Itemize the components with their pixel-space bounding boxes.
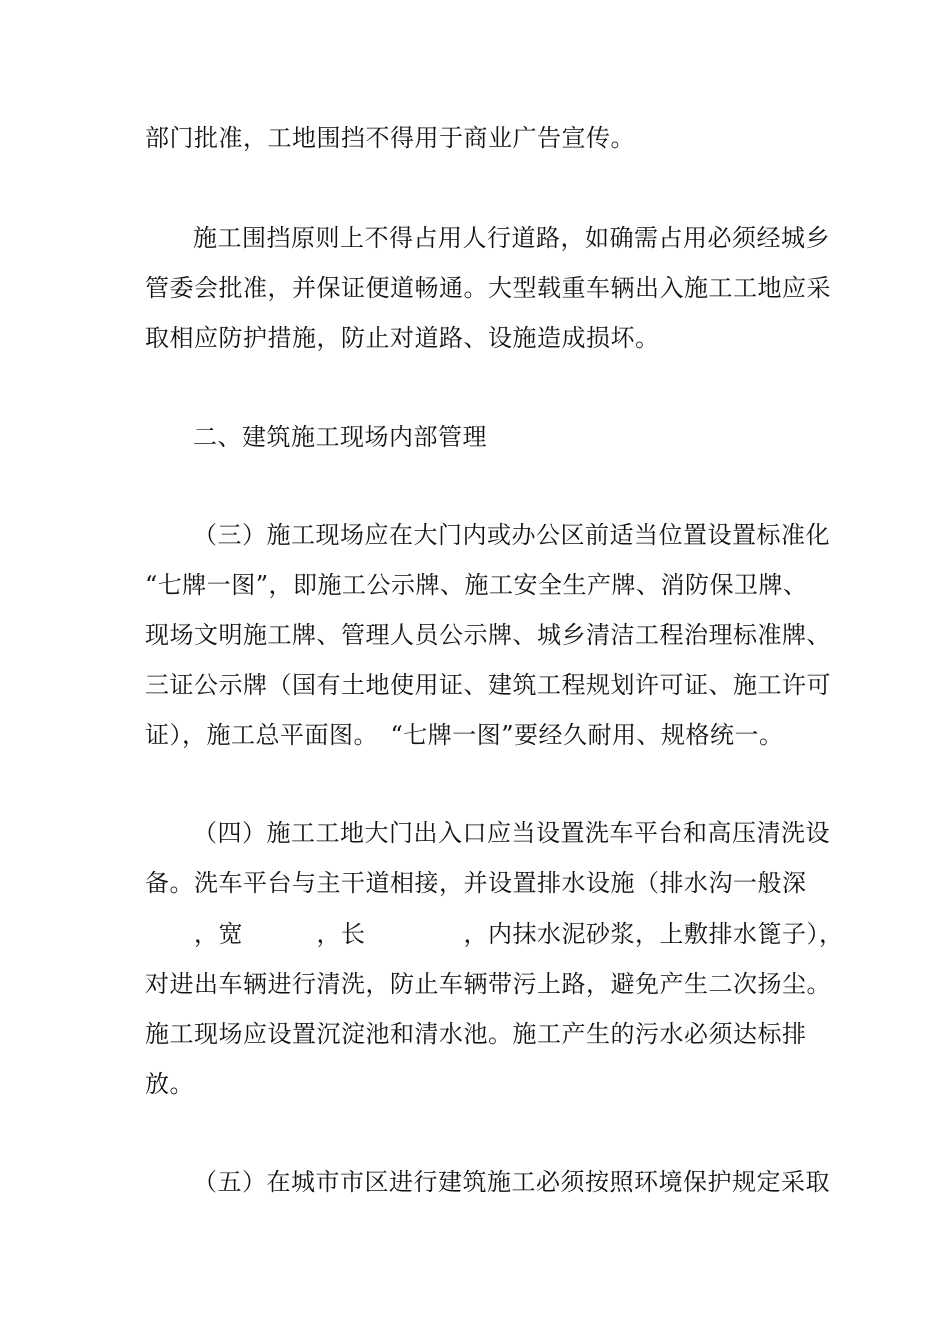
paragraph-2-line-2: 管委会批准，并保证便道畅通。大型载重车辆出入施工工地应采 (145, 274, 831, 302)
paragraph-4-line-3: ，宽 ，长 ，内抹水泥砂浆，上敷排水篦子）， (145, 920, 844, 948)
paragraph-2-line-1: 施工围挡原则上不得占用人行道路，如确需占用必须经城乡 (193, 224, 830, 252)
paragraph-4-line-5: 施工现场应设置沉淀池和清水池。施工产生的污水必须达标排 (145, 1020, 807, 1048)
paragraph-5-line-1: （五）在城市市区进行建筑施工必须按照环境保护规定采取 (193, 1168, 830, 1196)
paragraph-4-line-4: 对进出车辆进行清洗，防止车辆带污上路，避免产生二次扬尘。 (145, 970, 831, 998)
paragraph-4-line-2: 备。洗车平台与主干道相接，并设置排水设施（排水沟一般深 (145, 869, 807, 897)
paragraph-1-line-1: 部门批准，工地围挡不得用于商业广告宣传。 (145, 124, 635, 152)
paragraph-4-line-1: （四）施工工地大门出入口应当设置洗车平台和高压清洗设 (193, 819, 830, 847)
paragraph-4-line-6: 放。 (145, 1070, 194, 1098)
paragraph-3-line-5: 证），施工总平面图。 “七牌一图”要经久耐用、规格统一。 (145, 721, 784, 749)
paragraph-3-line-3: 现场文明施工牌、管理人员公示牌、城乡清洁工程治理标准牌、 (145, 621, 831, 649)
paragraph-3-line-4: 三证公示牌（国有土地使用证、建筑工程规划许可证、施工许可 (145, 671, 831, 699)
section-heading: 二、建筑施工现场内部管理 (193, 423, 487, 451)
paragraph-3-line-2: “七牌一图”，即施工公示牌、施工安全生产牌、消防保卫牌、 (145, 571, 808, 599)
paragraph-2-line-3: 取相应防护措施，防止对道路、设施造成损坏。 (145, 324, 660, 352)
paragraph-3-line-1: （三）施工现场应在大门内或办公区前适当位置设置标准化 (193, 521, 830, 549)
